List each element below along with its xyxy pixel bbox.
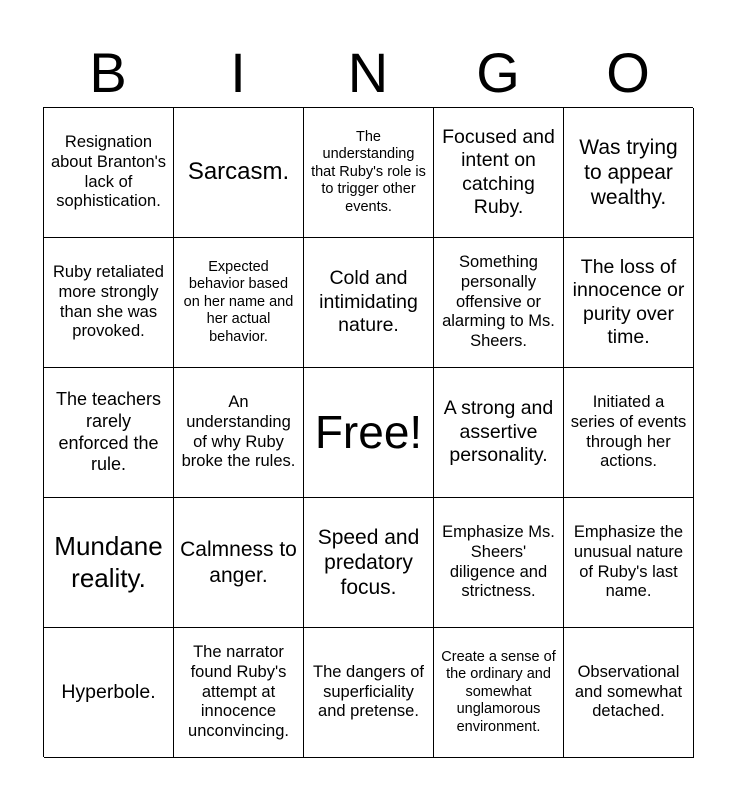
bingo-cell[interactable]: Was trying to appear wealthy. xyxy=(564,108,694,238)
bingo-cell[interactable]: Sarcasm. xyxy=(174,108,304,238)
bingo-cell[interactable]: Observational and somewhat detached. xyxy=(564,628,694,758)
bingo-cell[interactable]: Emphasize Ms. Sheers' diligence and strictness. xyxy=(434,498,564,628)
bingo-cell[interactable]: Mundane reality. xyxy=(44,498,174,628)
bingo-cell[interactable]: The teachers rarely enforced the rule. xyxy=(44,368,174,498)
header-letter-i: I xyxy=(230,41,246,104)
free-space[interactable]: Free! xyxy=(304,368,434,498)
bingo-cell[interactable]: Emphasize the unusual nature of Ruby's last name. xyxy=(564,498,694,628)
bingo-cell[interactable]: A strong and assertive personality. xyxy=(434,368,564,498)
header-letter-n: N xyxy=(347,41,389,104)
bingo-cell[interactable]: Create a sense of the ordinary and somewhat unglamorous environment. xyxy=(434,628,564,758)
bingo-cell[interactable]: The dangers of superficiality and pretense. xyxy=(304,628,434,758)
bingo-cell[interactable]: Cold and intimidating nature. xyxy=(304,238,434,368)
bingo-cell[interactable]: The understanding that Ruby's role is to trigger other events. xyxy=(304,108,434,238)
header-letter-g: G xyxy=(476,41,520,104)
bingo-cell[interactable]: The narrator found Ruby's attempt at innocence unconvincing. xyxy=(174,628,304,758)
bingo-board xyxy=(43,107,693,757)
bingo-cell[interactable]: Expected behavior based on her name and her actual behavior. xyxy=(174,238,304,368)
bingo-header xyxy=(43,38,693,108)
bingo-cell[interactable]: Speed and predatory focus. xyxy=(304,498,434,628)
header-letter-b: B xyxy=(89,41,127,104)
bingo-cell[interactable]: An understanding of why Ruby broke the rules. xyxy=(174,368,304,498)
header-letter-o: O xyxy=(606,41,650,104)
bingo-cell[interactable]: Hyperbole. xyxy=(44,628,174,758)
bingo-cell[interactable]: Calmness to anger. xyxy=(174,498,304,628)
bingo-cell[interactable]: Something personally offensive or alarming to Ms. Sheers. xyxy=(434,238,564,368)
bingo-cell[interactable]: Resignation about Branton's lack of sophistication. xyxy=(44,108,174,238)
bingo-cell[interactable]: Ruby retaliated more strongly than she was provoked. xyxy=(44,238,174,368)
bingo-cell[interactable]: Focused and intent on catching Ruby. xyxy=(434,108,564,238)
bingo-cell[interactable]: The loss of innocence or purity over time. xyxy=(564,238,694,368)
bingo-cell[interactable]: Initiated a series of events through her actions. xyxy=(564,368,694,498)
